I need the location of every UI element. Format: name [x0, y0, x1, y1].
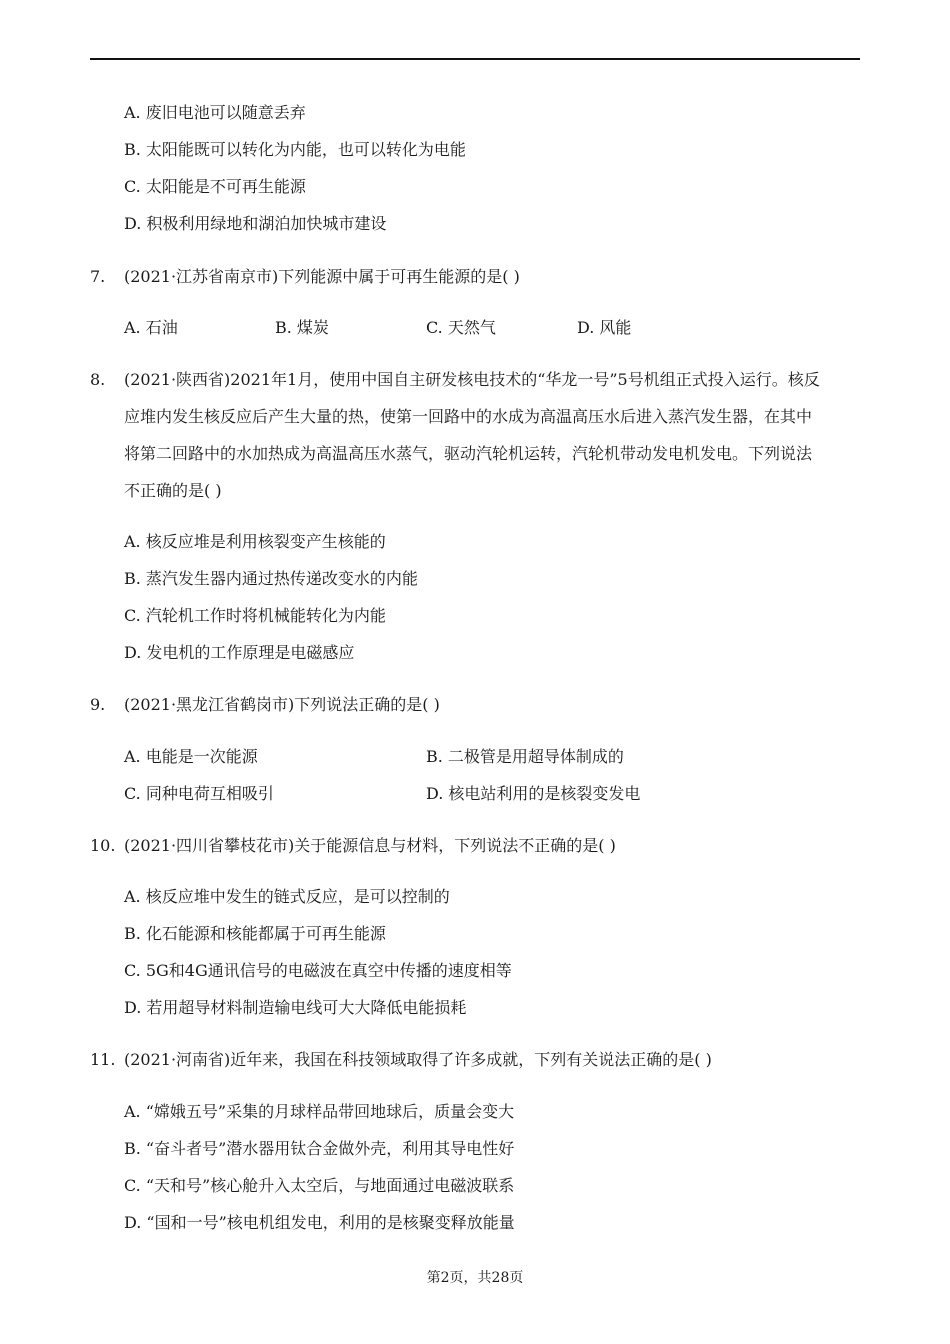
q7-option-d: D. 风能 — [577, 318, 632, 337]
q8-stem-line-1: (2021·陕西省)2021年1月，使用中国自主研发核电技术的“华龙一号”5号机组正式投入运行。核反 — [124, 370, 820, 389]
q7-option-a: A. 石油 — [124, 318, 178, 337]
header-rule — [90, 58, 860, 60]
q7-stem: (2021·江苏省南京市)下列能源中属于可再生能源的是( ) — [124, 267, 520, 286]
q10-number: 10. — [90, 836, 116, 855]
q10-stem: (2021·四川省攀枝花市)关于能源信息与材料，下列说法不正确的是( ) — [124, 836, 616, 855]
q6-option-a: A. 废旧电池可以随意丢弃 — [124, 103, 306, 122]
q9-stem: (2021·黑龙江省鹤岗市)下列说法正确的是( ) — [124, 695, 440, 714]
q10-option-b: B. 化石能源和核能都属于可再生能源 — [124, 924, 386, 943]
q7-option-c: C. 天然气 — [426, 318, 496, 337]
q11-stem: (2021·河南省)近年来，我国在科技领域取得了许多成就，下列有关说法正确的是( ) — [124, 1050, 712, 1069]
q10-option-a: A. 核反应堆中发生的链式反应，是可以控制的 — [124, 887, 450, 906]
q9-number: 9. — [90, 695, 106, 714]
q11-number: 11. — [90, 1050, 116, 1069]
q9-option-c: C. 同种电荷互相吸引 — [124, 784, 274, 803]
page-footer: 第2页，共28页 — [426, 1270, 524, 1286]
q11-option-d: D. “国和一号”核电机组发电，利用的是核聚变释放能量 — [124, 1213, 515, 1232]
q6-option-d: D. 积极利用绿地和湖泊加快城市建设 — [124, 214, 387, 233]
q6-option-c: C. 太阳能是不可再生能源 — [124, 177, 306, 196]
q11-option-a: A. “嫦娥五号”采集的月球样品带回地球后，质量会变大 — [124, 1102, 515, 1121]
q10-option-c: C. 5G和4G通讯信号的电磁波在真空中传播的速度相等 — [124, 961, 512, 980]
q10-option-d: D. 若用超导材料制造输电线可大大降低电能损耗 — [124, 998, 467, 1017]
q7-number: 7. — [90, 267, 106, 286]
q8-number: 8. — [90, 370, 106, 389]
q8-stem-line-3: 将第二回路中的水加热成为高温高压水蒸气，驱动汽轮机运转，汽轮机带动发电机发电。下列说法 — [124, 444, 813, 463]
q11-option-b: B. “奋斗者号”潜水器用钛合金做外壳，利用其导电性好 — [124, 1139, 515, 1158]
q8-option-d: D. 发电机的工作原理是电磁感应 — [124, 643, 355, 662]
q8-option-a: A. 核反应堆是利用核裂变产生核能的 — [124, 532, 386, 551]
q7-option-b: B. 煤炭 — [275, 318, 329, 337]
q6-option-b: B. 太阳能既可以转化为内能，也可以转化为电能 — [124, 140, 466, 159]
q8-stem-line-2: 应堆内发生核反应后产生大量的热，使第一回路中的水成为高温高压水后进入蒸汽发生器，在其中 — [124, 407, 813, 426]
q9-option-b: B. 二极管是用超导体制成的 — [426, 747, 624, 766]
q8-option-b: B. 蒸汽发生器内通过热传递改变水的内能 — [124, 569, 418, 588]
q8-stem-line-4: 不正确的是( ) — [124, 481, 222, 500]
q9-option-d: D. 核电站利用的是核裂变发电 — [426, 784, 641, 803]
q9-option-a: A. 电能是一次能源 — [124, 747, 258, 766]
q8-option-c: C. 汽轮机工作时将机械能转化为内能 — [124, 606, 386, 625]
q11-option-c: C. “天和号”核心舱升入太空后，与地面通过电磁波联系 — [124, 1176, 515, 1195]
